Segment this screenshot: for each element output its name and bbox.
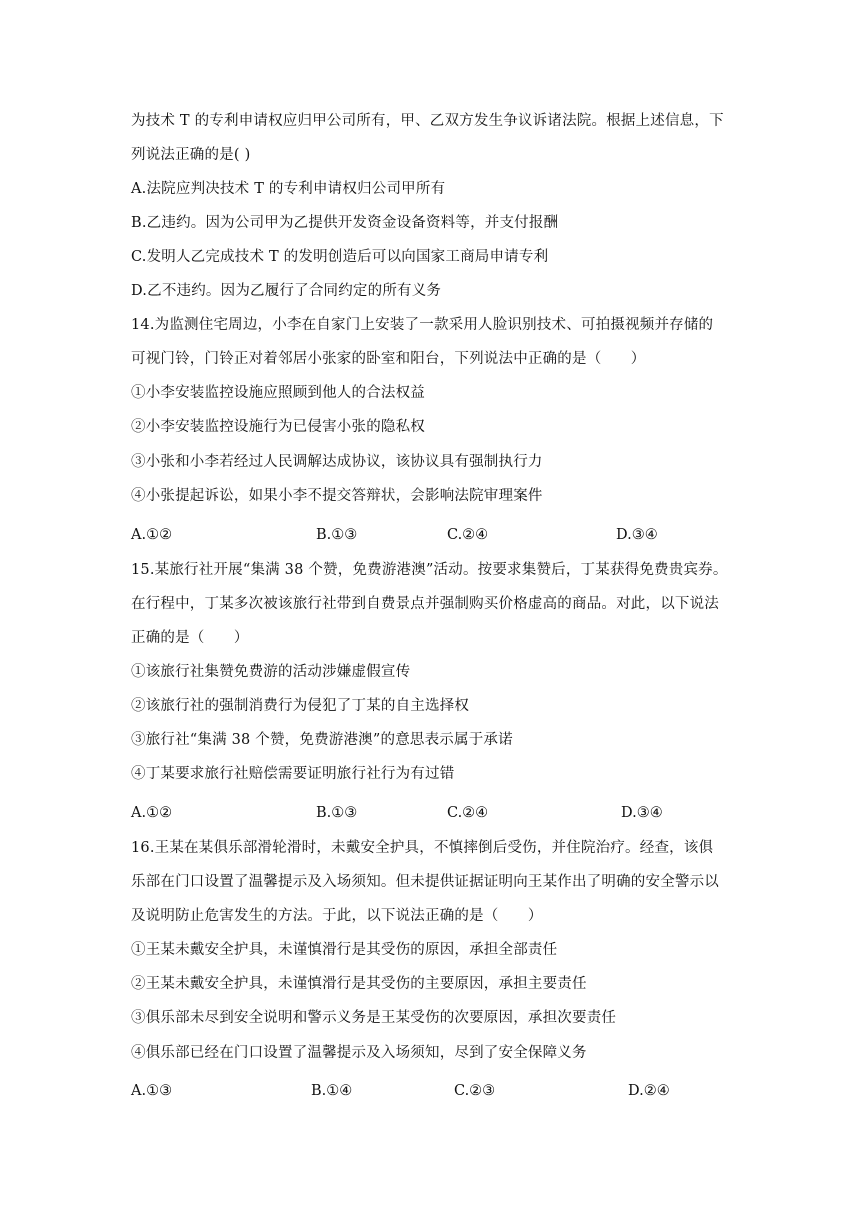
q13-option-a: A.法院应判决技术 T 的专利申请权归公司甲所有	[131, 181, 446, 197]
q14-statement-3: ③小张和小李若经过人民调解达成协议，该协议具有强制执行力	[131, 454, 543, 470]
q15-choice-d: D.③④	[621, 805, 663, 821]
q15-stem-line-2: 在行程中，丁某多次被该旅行社带到自费景点并强制购买价格虚高的商品。对此，以下说法	[131, 596, 719, 612]
q14-statement-1: ①小李安装监控设施应照顾到他人的合法权益	[131, 385, 425, 401]
q13-stem-line-2: 列说法正确的是( )	[131, 147, 251, 163]
q14-stem-line-1: 14.为监测住宅周边，小李在自家门上安装了一款采用人脸识别技术、可拍摄视频并存储的	[131, 317, 714, 333]
q16-choices	[131, 1081, 691, 1101]
q13-stem-line-1: 为技术 T 的专利申请权应归甲公司所有，甲、乙双方发生争议诉诸法院。根据上述信息，下	[131, 113, 724, 129]
q15-statement-1: ①该旅行社集赞免费游的活动涉嫌虚假宣传	[131, 664, 411, 680]
q15-statement-3: ③旅行社“集满 38 个赞，免费游港澳”的意思表示属于承诺	[131, 732, 513, 748]
q16-statement-1: ①王某未戴安全护具，未谨慎滑行是其受伤的原因，承担全部责任	[131, 942, 558, 958]
q16-stem-line-1: 16.王某在某俱乐部滑轮滑时，未戴安全护具，不慎摔倒后受伤，并住院治疗。经查，该俱	[131, 840, 714, 856]
q16-statement-4: ④俱乐部已经在门口设置了温馨提示及入场须知，尽到了安全保障义务	[131, 1045, 587, 1061]
q16-choice-c: C.②③	[454, 1083, 496, 1099]
q16-choice-d: D.②④	[628, 1083, 670, 1099]
q15-stem-line-1: 15.某旅行社开展“集满 38 个赞，免费游港澳”活动。按要求集赞后，丁某获得免费贵宾券。	[131, 562, 728, 578]
q16-stem-line-3: 及说明防止危害发生的方法。于此，以下说法正确的是（ ）	[131, 908, 543, 924]
q15-statement-4: ④丁某要求旅行社赔偿需要证明旅行社行为有过错	[131, 766, 455, 782]
q16-choice-a: A.①③	[131, 1083, 173, 1099]
q16-stem-line-2: 乐部在门口设置了温馨提示及入场须知。但未提供证据证明向王某作出了明确的安全警示以	[131, 874, 719, 890]
q13-option-d: D.乙不违约。因为乙履行了合同约定的所有义务	[131, 283, 442, 299]
q13-option-c: C.发明人乙完成技术 T 的发明创造后可以向国家工商局申请专利	[131, 249, 549, 265]
q14-stem-line-2: 可视门铃，门铃正对着邻居小张家的卧室和阳台，下列说法中正确的是（ ）	[131, 351, 646, 367]
q13-option-b: B.乙违约。因为公司甲为乙提供开发资金设备资料等，并支付报酬	[131, 215, 559, 231]
q14-choice-b: B.①③	[316, 527, 358, 543]
q14-choice-c: C.②④	[447, 527, 489, 543]
q16-choice-b: B.①④	[311, 1083, 353, 1099]
q14-choice-a: A.①②	[131, 527, 173, 543]
q14-choices	[131, 525, 691, 545]
q15-stem-line-3: 正确的是（ ）	[131, 630, 249, 646]
q14-statement-4: ④小张提起诉讼，如果小李不提交答辩状，会影响法院审理案件	[131, 488, 543, 504]
q15-statement-2: ②该旅行社的强制消费行为侵犯了丁某的自主选择权	[131, 698, 470, 714]
q14-statement-2: ②小李安装监控设施行为已侵害小张的隐私权	[131, 419, 425, 435]
q15-choice-b: B.①③	[316, 805, 358, 821]
q16-statement-3: ③俱乐部未尽到安全说明和警示义务是王某受伤的次要原因，承担次要责任	[131, 1010, 617, 1026]
q15-choice-c: C.②④	[447, 805, 489, 821]
q15-choices	[131, 803, 691, 823]
q14-choice-d: D.③④	[616, 527, 658, 543]
q16-statement-2: ②王某未戴安全护具，未谨慎滑行是其受伤的主要原因，承担主要责任	[131, 976, 587, 992]
q15-choice-a: A.①②	[131, 805, 173, 821]
